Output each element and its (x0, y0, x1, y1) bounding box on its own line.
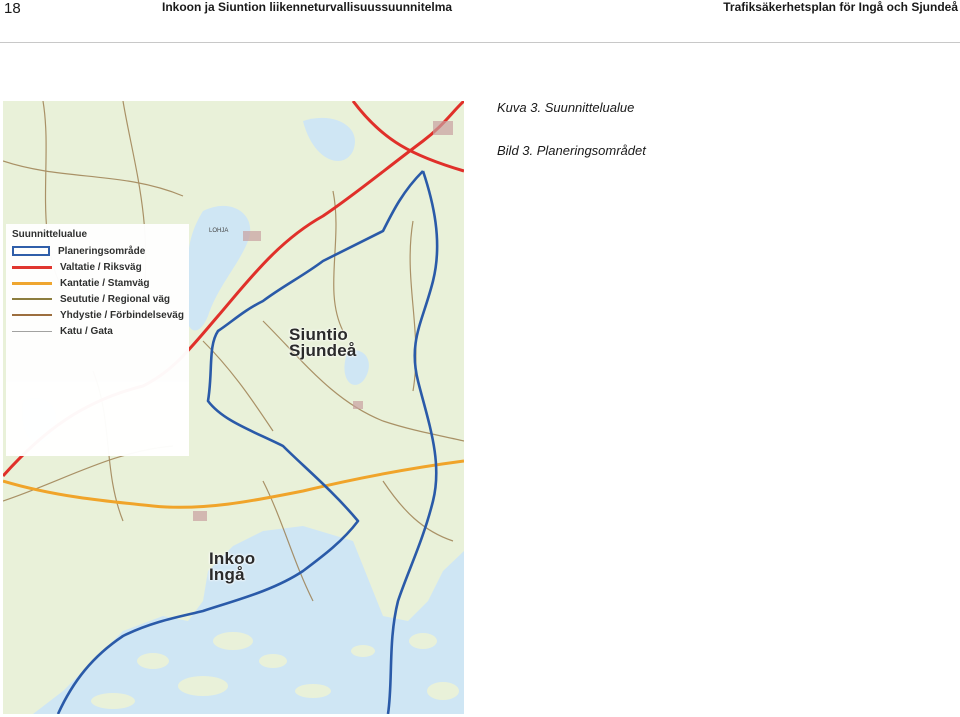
figure-caption-finnish: Kuva 3. Suunnittelualue (497, 100, 635, 115)
legend-item (12, 276, 149, 290)
place-name-inkoo-sv: Ingå (209, 565, 245, 584)
legend-label: Yhdystie / Förbindelseväg (60, 309, 184, 321)
place-name-siuntio-sv: Sjundeå (289, 341, 357, 360)
line-swatch-icon (12, 331, 52, 332)
figure-caption-swedish: Bild 3. Planeringsområdet (497, 143, 646, 158)
legend-item (12, 308, 184, 322)
place-label-lohja: LOHJA (209, 228, 229, 234)
place-label-inkoo (209, 551, 255, 583)
line-swatch-icon (12, 314, 52, 316)
legend-label: Katu / Gata (60, 325, 113, 337)
header-divider (0, 42, 960, 43)
legend-label: Valtatie / Riksväg (60, 261, 142, 273)
planning-area-map (3, 101, 464, 714)
header-title-swedish: Trafiksäkerhetsplan för Ingå och Sjundeå (723, 0, 958, 14)
legend-item (12, 260, 142, 274)
line-swatch-icon (12, 298, 52, 300)
line-swatch-icon (12, 282, 52, 285)
legend-label: Kantatie / Stamväg (60, 277, 150, 289)
page-number: 18 (4, 0, 21, 17)
place-label-siuntio (289, 327, 357, 359)
legend-item (12, 244, 145, 258)
legend-label: Planeringsområde (58, 245, 146, 257)
legend-item (12, 324, 113, 338)
legend-label: Seututie / Regional väg (60, 293, 171, 305)
line-swatch-icon (12, 266, 52, 269)
place-name-inkoo-fi: Inkoo (209, 549, 256, 568)
boundary-swatch-icon (12, 246, 50, 256)
map-legend (6, 224, 189, 456)
header-title-finnish: Inkoon ja Siuntion liikenneturvallisuussuunnitelma (162, 0, 453, 14)
legend-item (12, 292, 170, 306)
place-name-siuntio-fi: Siuntio (289, 325, 348, 344)
legend-title: Suunnittelualue (12, 229, 87, 240)
